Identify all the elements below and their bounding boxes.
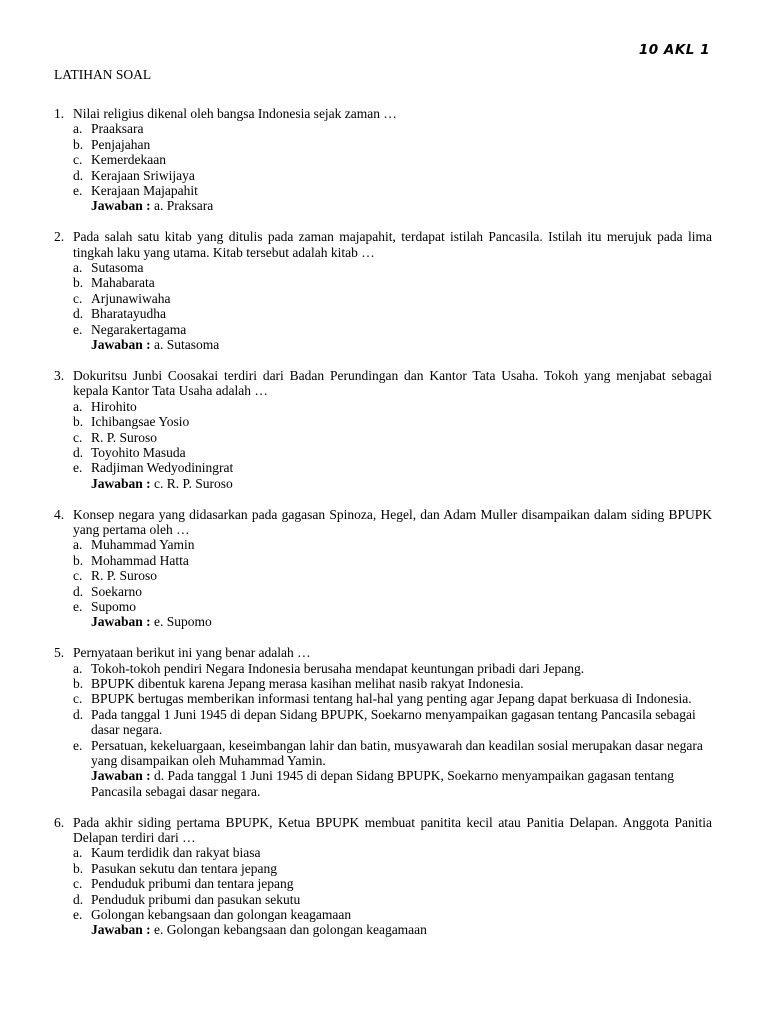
option-text: Negarakertagama (91, 321, 187, 337)
question-text: Konsep negara yang didasarkan pada gagasan Spinoza, Hegel, dan Adam Muller disampaikan dalam siding BPUPK yang pertama oleh … (73, 506, 712, 537)
question-item (54, 106, 712, 214)
question-header (54, 229, 712, 260)
option-list (73, 845, 712, 922)
option-letter: d. (73, 306, 84, 322)
option-letter: c. (73, 876, 83, 892)
option-item (73, 121, 712, 136)
option-text: Penjajahan (91, 136, 151, 152)
option-item (73, 691, 712, 706)
option-item (73, 414, 712, 429)
answer-label: Jawaban : (91, 922, 151, 938)
option-item (73, 183, 712, 198)
option-letter: d. (73, 444, 84, 460)
answer-label: Jawaban : (91, 768, 151, 784)
question-number: 1. (54, 106, 65, 121)
option-letter: a. (73, 260, 83, 276)
option-item (73, 260, 712, 275)
option-item (73, 907, 712, 922)
answer-label: Jawaban : (91, 337, 151, 353)
option-letter: b. (73, 675, 84, 691)
answer-text: a. Sutasoma (154, 337, 220, 353)
answer-line (91, 198, 712, 213)
option-text: Persatuan, kekeluargaan, keseimbangan lahir dan batin, musyawarah dan keadilan sosial merupakan dasar negara yang disampaikan oleh Muhammad Yamin. (91, 737, 703, 768)
option-letter: c. (73, 290, 83, 306)
question-item (54, 368, 712, 491)
option-letter: e. (73, 321, 83, 337)
option-item (73, 876, 712, 891)
option-letter: b. (73, 414, 84, 430)
option-list (73, 661, 712, 769)
option-letter: a. (73, 398, 83, 414)
question-list (54, 106, 712, 953)
option-letter: e. (73, 460, 83, 476)
option-letter: e. (73, 907, 83, 923)
answer-line (91, 476, 712, 491)
answer-label: Jawaban : (91, 614, 151, 630)
question-header (54, 507, 712, 538)
option-letter: d. (73, 706, 84, 722)
option-letter: d. (73, 583, 84, 599)
option-text: Bharatayudha (91, 306, 166, 322)
question-item (54, 645, 712, 799)
class-label: 10 AKL 1 (638, 42, 710, 58)
question-header (54, 368, 712, 399)
option-text: Toyohito Masuda (91, 444, 186, 460)
question-text: Pada salah satu kitab yang ditulis pada zaman majapahit, terdapat istilah Pancasila. Istilah itu merujuk pada lima tingkah laku yang utama. Kitab tersebut adalah kitab … (73, 229, 712, 260)
option-letter: a. (73, 660, 83, 676)
answer-line (91, 768, 712, 799)
document-title: LATIHAN SOAL (54, 67, 152, 82)
option-text: R. P. Suroso (91, 429, 158, 445)
question-item (54, 229, 712, 352)
option-text: Ichibangsae Yosio (91, 414, 190, 430)
option-text: Pada tanggal 1 Juni 1945 di depan Sidang BPUPK, Soekarno menyampaikan gagasan tentang Pancasila sebagai dasar negara. (91, 706, 696, 738)
answer-label: Jawaban : (91, 475, 151, 491)
answer-label: Jawaban : (91, 198, 151, 214)
option-letter: a. (73, 121, 83, 137)
option-list (73, 260, 712, 337)
option-item (73, 707, 712, 738)
answer-text: e. Supomo (154, 614, 212, 630)
answer-line (91, 614, 712, 629)
option-letter: b. (73, 275, 84, 291)
option-text: Kerajaan Majapahit (91, 183, 198, 199)
option-item (73, 137, 712, 152)
option-item (73, 537, 712, 552)
option-item (73, 568, 712, 583)
option-letter: e. (73, 598, 83, 614)
option-item (73, 275, 712, 290)
option-text: Pasukan sekutu dan tentara jepang (91, 860, 277, 876)
question-number: 6. (54, 814, 65, 830)
question-number: 4. (54, 506, 65, 522)
option-item (73, 322, 712, 337)
option-letter: b. (73, 136, 84, 152)
answer-line (91, 922, 712, 937)
option-item (73, 399, 712, 414)
question-header (54, 645, 712, 660)
option-letter: d. (73, 167, 84, 183)
option-item (73, 152, 712, 167)
option-item (73, 584, 712, 599)
option-text: Kerajaan Sriwijaya (91, 167, 195, 183)
option-letter: b. (73, 552, 84, 568)
question-number: 2. (54, 229, 65, 245)
option-list (73, 121, 712, 198)
option-text: Supomo (91, 598, 137, 614)
option-letter: b. (73, 860, 84, 876)
option-letter: a. (73, 537, 83, 553)
option-item (73, 599, 712, 614)
option-list (73, 399, 712, 476)
option-item (73, 738, 712, 769)
option-text: Penduduk pribumi dan tentara jepang (91, 876, 294, 892)
option-text: BPUPK bertugas memberikan informasi tentang hal-hal yang penting agar Jepang dapat berkuasa di Indonesia. (91, 691, 692, 707)
option-item (73, 168, 712, 183)
option-text: Penduduk pribumi dan pasukan sekutu (91, 891, 301, 907)
option-letter: c. (73, 691, 83, 707)
question-number: 5. (54, 645, 65, 661)
option-list (73, 537, 712, 614)
option-text: Mohammad Hatta (91, 552, 189, 568)
option-item (73, 676, 712, 691)
option-item (73, 445, 712, 460)
option-text: R. P. Suroso (91, 568, 158, 584)
option-item (73, 861, 712, 876)
option-item (73, 430, 712, 445)
option-letter: e. (73, 183, 83, 199)
option-text: Kaum terdidik dan rakyat biasa (91, 845, 261, 861)
option-text: Hirohito (91, 398, 137, 414)
option-text: Mahabarata (91, 275, 155, 291)
question-number: 3. (54, 367, 65, 383)
option-text: Golongan kebangsaan dan golongan keagamaan (91, 907, 352, 923)
option-text: Praaksara (91, 121, 144, 137)
option-text: BPUPK dibentuk karena Jepang merasa kasihan melihat nasib rakyat Indonesia. (91, 675, 524, 691)
option-item (73, 845, 712, 860)
option-text: Arjunawiwaha (91, 290, 171, 306)
question-header (54, 815, 712, 846)
option-letter: d. (73, 891, 84, 907)
answer-line (91, 337, 712, 352)
option-item (73, 291, 712, 306)
option-letter: c. (73, 429, 83, 445)
question-text: Pernyataan berikut ini yang benar adalah … (73, 645, 311, 661)
option-letter: a. (73, 845, 83, 861)
option-letter: c. (73, 568, 83, 584)
question-text: Nilai religius dikenal oleh bangsa Indonesia sejak zaman … (73, 106, 397, 121)
answer-text: e. Golongan kebangsaan dan golongan keagamaan (154, 922, 427, 938)
option-text: Kemerdekaan (91, 152, 166, 168)
answer-text: a. Praksara (154, 198, 214, 214)
question-item (54, 507, 712, 630)
option-text: Radjiman Wedyodiningrat (91, 460, 234, 476)
answer-text: c. R. P. Suroso (154, 475, 233, 491)
question-item (54, 815, 712, 938)
option-text: Tokoh-tokoh pendiri Negara Indonesia berusaha mendapat keuntungan pribadi dari Jepang. (91, 660, 585, 676)
option-letter: c. (73, 152, 83, 168)
option-item (73, 661, 712, 676)
option-text: Muhammad Yamin (91, 537, 195, 553)
option-item (73, 460, 712, 475)
question-text: Dokuritsu Junbi Coosakai terdiri dari Badan Perundingan dan Kantor Tata Usaha. Tokoh yang menjabat sebagai kepala Kantor Tata Usaha adalah … (73, 367, 712, 399)
option-item (73, 892, 712, 907)
option-letter: e. (73, 737, 83, 753)
question-header (54, 106, 712, 121)
option-item (73, 306, 712, 321)
option-text: Soekarno (91, 583, 142, 599)
option-text: Sutasoma (91, 260, 144, 276)
answer-text: d. Pada tanggal 1 Juni 1945 di depan Sidang BPUPK, Soekarno menyampaikan gagasan tentang Pancasila sebagai dasar negara. (91, 768, 675, 799)
option-item (73, 553, 712, 568)
question-text: Pada akhir siding pertama BPUPK, Ketua BPUPK membuat panitita kecil atau Panitia Delapan. Anggota Panitia Delapan terdiri dari … (73, 814, 712, 846)
